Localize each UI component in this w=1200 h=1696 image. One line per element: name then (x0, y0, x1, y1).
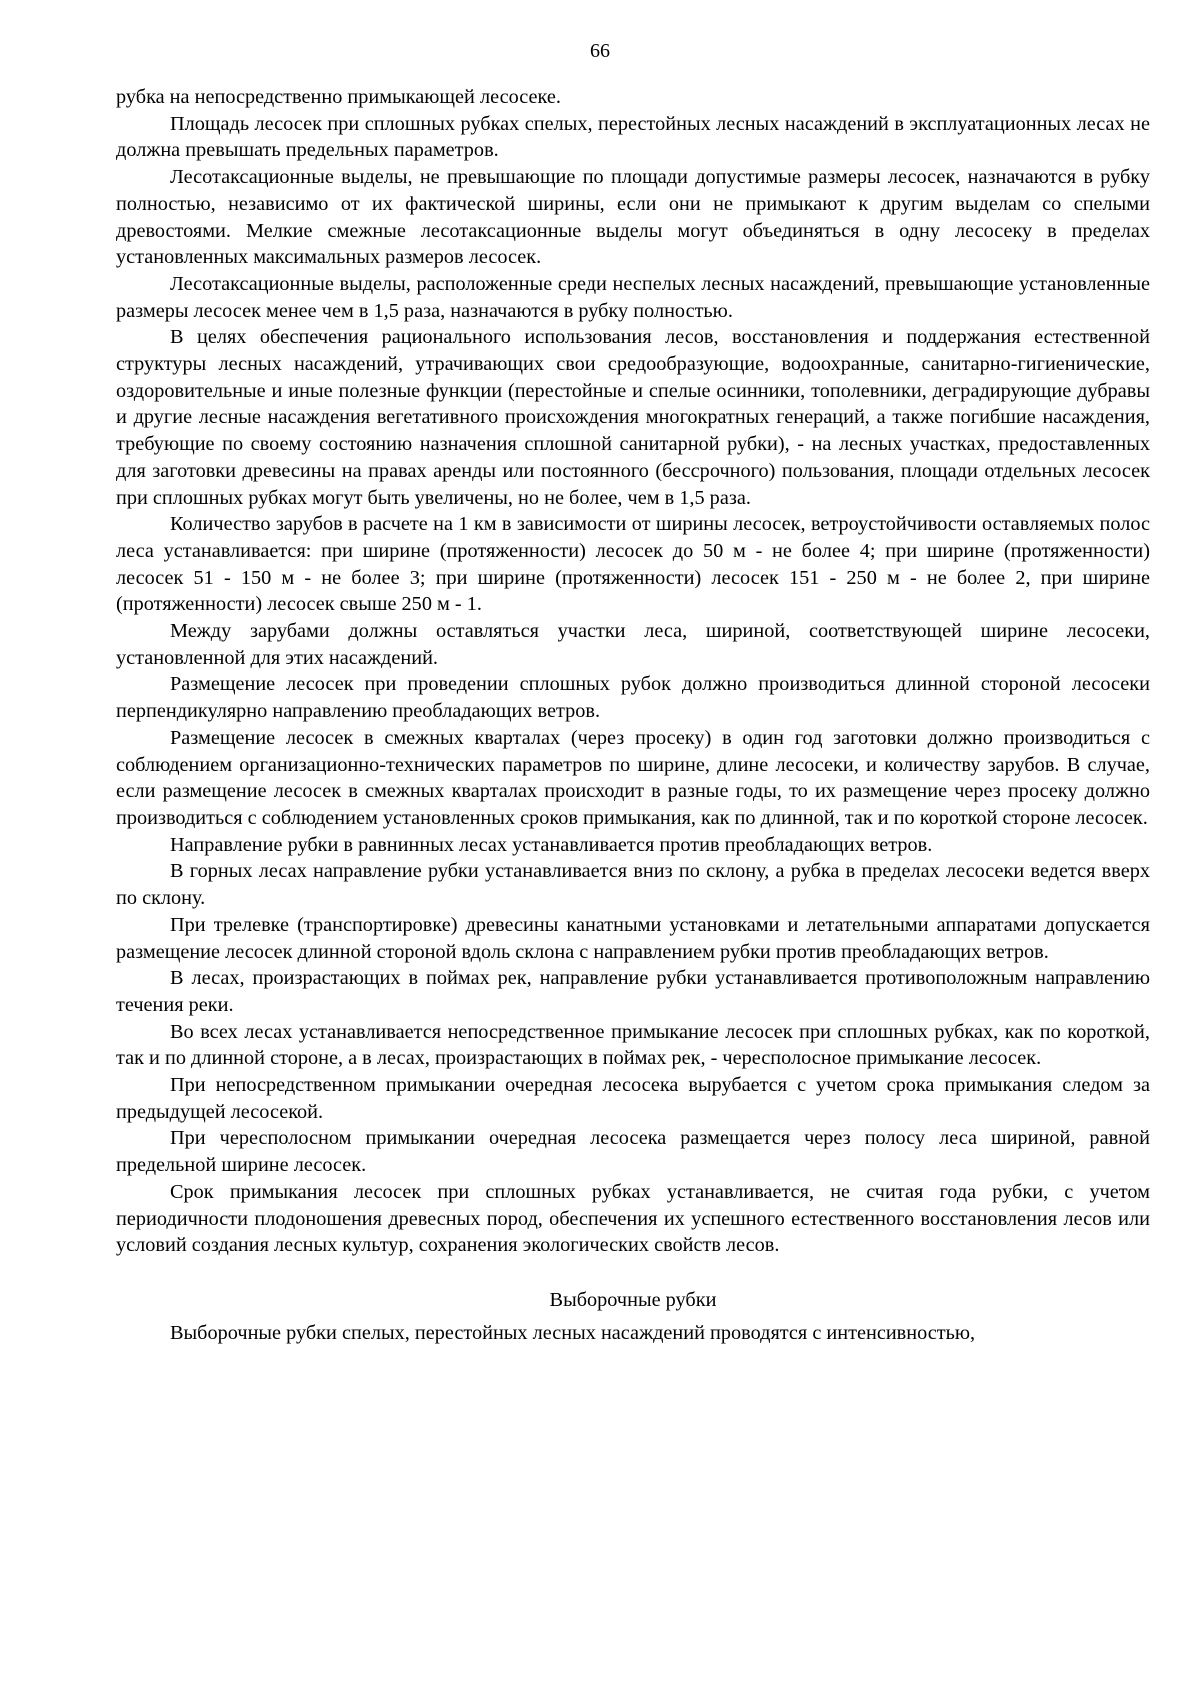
paragraph: Количество зарубов в расчете на 1 км в зависимости от ширины лесосек, ветроустойчивости оставляемых полос леса устанавливается: при ширине (протяженности) лесосек до 50 м - не более 4; при ширине (протяженности) лесосек 51 - 150 м - не более 3; при ширине (протяженности) лесосек 151 - 250 м - не более 2, при ширине (протяженности) лесосек свыше 250 м - 1. (116, 513, 1150, 616)
paragraph: В целях обеспечения рационального использования лесов, восстановления и поддержания естественной структуры лесных насаждений, утрачивающих свои средообразующие, водоохранные, санитарно-гигиенические, оздоровительные и иные полезные функции (перестойные и спелые осинники, тополевники, деградирующие дубравы и другие лесные насаждения вегетативного происхождения многократных генераций, а также погибшие насаждения, требующие по своему состоянию назначения сплошной санитарной рубки), - на лесных участках, предоставленных для заготовки древесины на правах аренды или постоянного (бессрочного) пользования, площади отдельных лесосек при сплошных рубках могут быть увеличены, но не более, чем в 1,5 раза. (116, 326, 1150, 509)
page-number: 66 (590, 40, 610, 62)
paragraph: Лесотаксационные выделы, не превышающие по площади допустимые размеры лесосек, назначаются в рубку полностью, независимо от их фактической ширины, если они не примыкают к другим выделам со спелыми древостоями. Мелкие смежные лесотаксационные выделы могут объединяться в одну лесосеку в пределах установленных максимальных размеров лесосек. (116, 166, 1150, 269)
paragraph: рубка на непосредственно примыкающей лесосеке. (116, 86, 561, 108)
paragraph: Размещение лесосек в смежных кварталах (через просеку) в один год заготовки должно производиться с соблюдением организационно-технических параметров по ширине, длине лесосеки, и количеству зарубов. В случае, если размещение лесосек в смежных кварталах происходит в разные годы, то их размещение через просеку должно производиться с соблюдением установленных сроков примыкания, как по длинной, так и по короткой стороне лесосек. (116, 726, 1150, 829)
paragraph: Лесотаксационные выделы, расположенные среди неспелых лесных насаждений, превышающие установленные размеры лесосек менее чем в 1,5 раза, назначаются в рубку полностью. (116, 272, 1150, 322)
paragraph: Площадь лесосек при сплошных рубках спелых, перестойных лесных насаждений в эксплуатационных лесах не должна превышать предельных параметров. (116, 112, 1150, 162)
paragraph: Срок примыкания лесосек при сплошных рубках устанавливается, не считая года рубки, с учетом периодичности плодоношения древесных пород, обеспечения их успешного естественного восстановления лесов или условий создания лесных культур, сохранения экологических свойств лесов. (116, 1180, 1150, 1257)
paragraph: В горных лесах направление рубки устанавливается вниз по склону, а рубка в пределах лесосеки ведется вверх по склону. (116, 860, 1150, 910)
paragraph: В лесах, произрастающих в поймах рек, направление рубки устанавливается противоположным направлению течения реки. (116, 967, 1150, 1016)
paragraph: Между зарубами должны оставляться участки леса, шириной, соответствующей ширине лесосеки, установленной для этих насаждений. (116, 620, 1150, 669)
document-body (116, 84, 1150, 1346)
paragraph: При трелевке (транспортировке) древесины канатными установками и летательными аппаратами допускается размещение лесосек длинной стороной вдоль склона с направлением рубки против преобладающих ветров. (116, 913, 1150, 963)
paragraph: При непосредственном примыкании очередная лесосека вырубается с учетом срока примыкания следом за предыдущей лесосекой. (116, 1074, 1150, 1123)
paragraph: Выборочные рубки спелых, перестойных лесных насаждений проводятся с интенсивностью, (170, 1321, 976, 1344)
paragraph: При чересполосном примыкании очередная лесосека размещается через полосу леса шириной, равной предельной ширине лесосек. (116, 1127, 1150, 1177)
section-heading: Выборочные рубки (549, 1288, 717, 1311)
paragraph: Во всех лесах устанавливается непосредственное примыкание лесосек при сплошных рубках, как по короткой, так и по длинной стороне, а в лесах, произрастающих в поймах рек, - чересполосное примыкание лесосек. (116, 1020, 1150, 1070)
paragraph: Размещение лесосек при проведении сплошных рубок должно производиться длинной стороной лесосеки перпендикулярно направлению преобладающих ветров. (116, 673, 1150, 723)
paragraph: Направление рубки в равнинных лесах устанавливается против преобладающих ветров. (170, 833, 933, 856)
